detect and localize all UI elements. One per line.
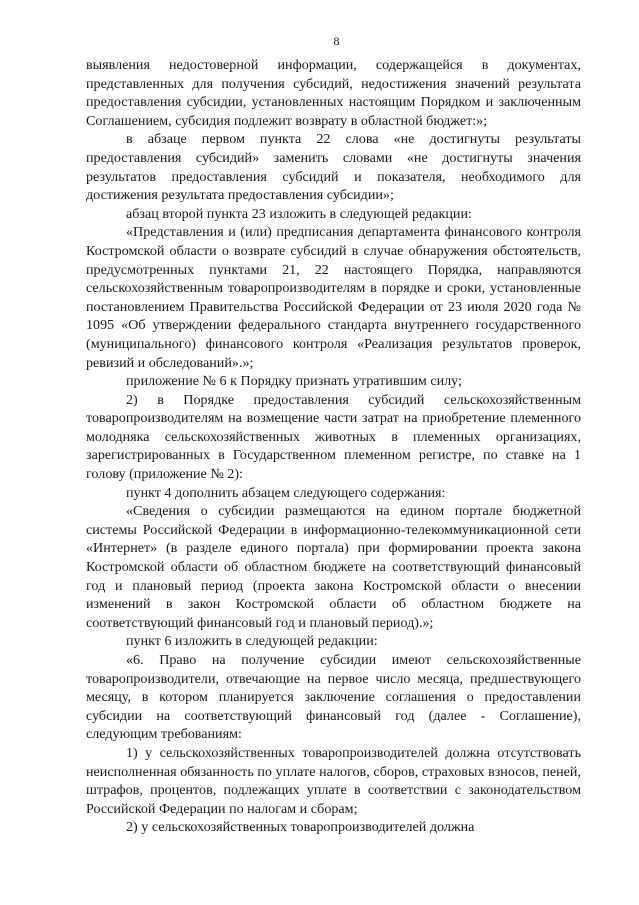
document-body: [86, 56, 581, 837]
paragraph: «Сведения о субсидии размещаются на едином портале бюджетной системы Российской Федерации в информационно-телекоммуникационной сети «Интернет» (в разделе единого портала) при формировании проекта закона Костромской области об областном бюджете на соответствующий финансовый год и плановый период (проекта закона Костромской области о внесении изменений в закон Костромской области об областном бюджете на соответствующий финансовый год и плановый период).»;: [86, 503, 581, 631]
paragraph: 1) у сельскохозяйственных товаропроизводителей должна отсутствовать неисполненная обязанность по уплате налогов, сборов, страховых взносов, пеней, штрафов, процентов, подлежащих уплате в соответствии с законодательством Российской Федерации по налогам и сборам;: [86, 744, 581, 817]
paragraph: 2) у сельскохозяйственных товаропроизводителей должна: [126, 819, 475, 836]
paragraph: абзац второй пункта 23 изложить в следующей редакции:: [126, 205, 472, 222]
paragraph: в абзаце первом пункта 22 слова «не достигнуты результаты предоставления субсидий» заменить словами «не достигнуты значения результатов предоставления субсидий и показателя, необходимого для достижения результата предоставления субсидии»;: [86, 131, 581, 204]
paragraph: «Представления и (или) предписания департамента финансового контроля Костромской области о возврате субсидий в случае обнаружения обстоятельств, предусмотренных пунктами 21, 22 настоящего Порядка, направляются сельскохозяйственным товаропроизводителям в порядке и сроки, установленные постановлением Правительства Российской Федерации от 23 июля 2020 года № 1095 «Об утверждении федерального стандарта внутреннего государственного (муниципального) финансового контроля «Реализация результатов проверок, ревизий и обследований».»;: [86, 224, 581, 371]
paragraph: приложение № 6 к Порядку признать утратившим силу;: [126, 373, 462, 390]
paragraph: пункт 4 дополнить абзацем следующего содержания:: [126, 484, 446, 501]
paragraph: 2) в Порядке предоставления субсидий сельскохозяйственным товаропроизводителям на возмещение части затрат на приобретение племенного молодняка сельскохозяйственных животных в племенных организациях, зарегистрированных в Государственном племенном регистре, по ставке на 1 голову (приложение № 2):: [86, 391, 581, 483]
paragraph: «6. Право на получение субсидии имеют сельскохозяйственные товаропроизводители, отвечающие на первое число месяца, предшествующего месяцу, в котором планируется заключение соглашения о предоставлении субсидии на соответствующий финансовый год (далее - Соглашение), следующим требованиям:: [86, 652, 581, 743]
paragraph: выявления недостоверной информации, содержащейся в документах, представленных для получения субсидий, недостижения значений результата предоставления субсидии, установленных настоящим Порядком и заключенным Соглашением, субсидия подлежит возврату в областной бюджет:»;: [86, 57, 581, 129]
page-number: 8: [333, 34, 340, 48]
paragraph: пункт 6 изложить в следующей редакции:: [126, 633, 378, 650]
